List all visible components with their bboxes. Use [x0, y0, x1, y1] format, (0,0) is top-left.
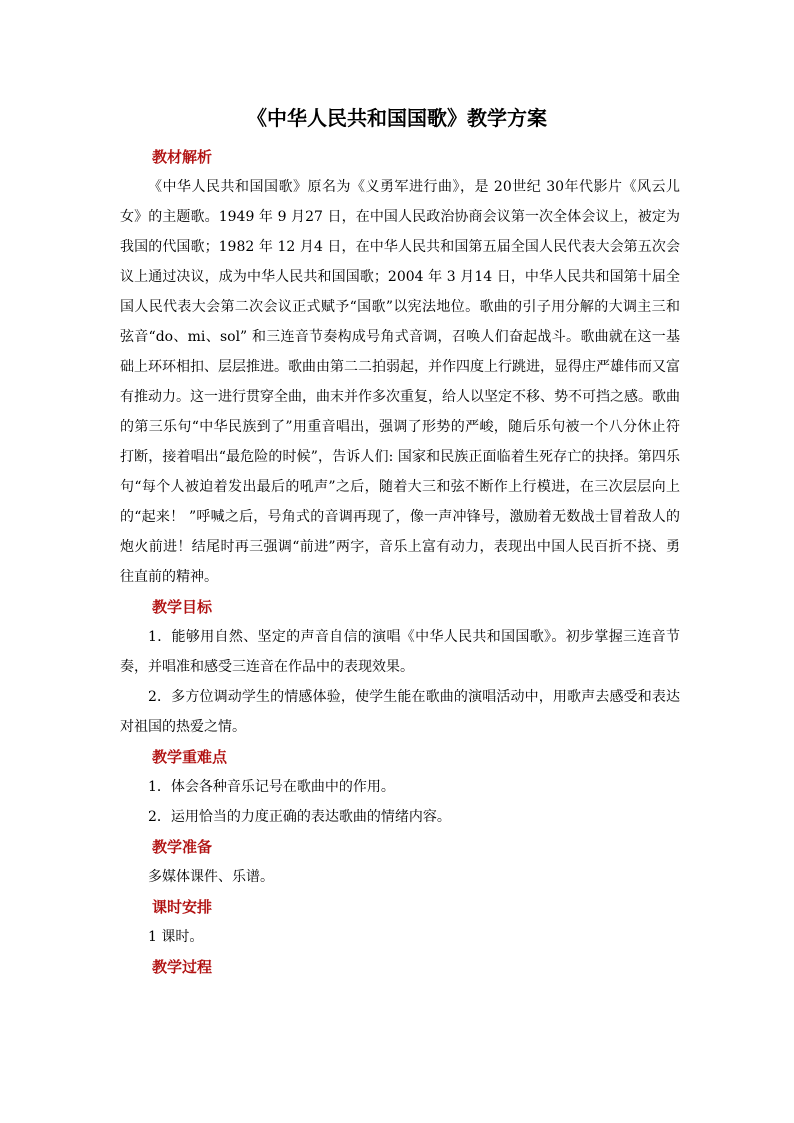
- analysis-paragraph: 《中华人民共和国国歌》原名为《义勇军进行曲》，是 20世纪 30年代影片《风云儿女》的主题歌。1949 年 9 月27 日，在中国人民政治协商会议第一次全体会议上，被定为我国的代国歌；1982 年 12 月4 日，在中华人民共和国第五届全国人民代表大会第五次会议上通过决议，成为中华人民共和国国歌；2004 年 3 月14 日，中华人民共和国第十届全国人民代表大会第二次会议正式赋予“国歌”以宪法地位。歌曲的引子用分解的大调主三和弦音“do、mi、sol” 和三连音节奏构成号角式音调，召唤人们奋起战斗。歌曲就在这一基础上环环相扣、层层推进。歌曲由第二二拍弱起，并作四度上行跳进，显得庄严雄伟而又富有推动力。这一进行贯穿全曲，曲末并作多次重复，给人以坚定不移、势不可挡之感。歌曲的第三乐句“中华民族到了”用重音唱出，强调了形势的严峻，随后乐句被一个八分休止符打断，接着唱出“最危险的时候”，告诉人们: 国家和民族正面临着生死存亡的抉择。第四乐句“每个人被迫着发出最后的吼声”之后，随着大三和弦不断作上行模进，在三次层层向上的“起来！ ”呼喊之后，号角式的音调再现了，像一声冲锋号，激励着无数战士冒着敌人的炮火前进！结尾时再三强调“前进”两字，音乐上富有动力，表现出中国人民百折不挠、勇往直前的精神。: [120, 179, 680, 585]
- section-heading-schedule: 课时安排: [152, 898, 213, 916]
- document-title: 《中华人民共和国国歌》教学方案: [247, 106, 547, 130]
- section-heading-process: 教学过程: [152, 958, 213, 976]
- section-heading-analysis: 教材解析: [152, 148, 213, 166]
- section-heading-goals: 教学目标: [152, 598, 213, 616]
- schedule-text: 1 课时。: [148, 929, 204, 945]
- goal-item-1: 1．能够用自然、坚定的声音自信的演唱《中华人民共和国国歌》。初步掌握三连音节奏，并唱准和感受三连音在作品中的表现效果。: [120, 629, 680, 675]
- section-heading-preparation: 教学准备: [152, 838, 213, 856]
- key-point-item-1: 1．体会各种音乐记号在歌曲中的作用。: [148, 779, 395, 795]
- goal-item-2: 2．多方位调动学生的情感体验，使学生能在歌曲的演唱活动中，用歌声去感受和表达对祖国的热爱之情。: [120, 689, 680, 735]
- section-heading-key-points: 教学重难点: [152, 748, 228, 766]
- document-body: [120, 142, 680, 982]
- preparation-text: 多媒体课件、乐谱。: [148, 869, 274, 885]
- key-point-item-2: 2．运用恰当的力度正确的表达歌曲的情绪内容。: [148, 809, 451, 825]
